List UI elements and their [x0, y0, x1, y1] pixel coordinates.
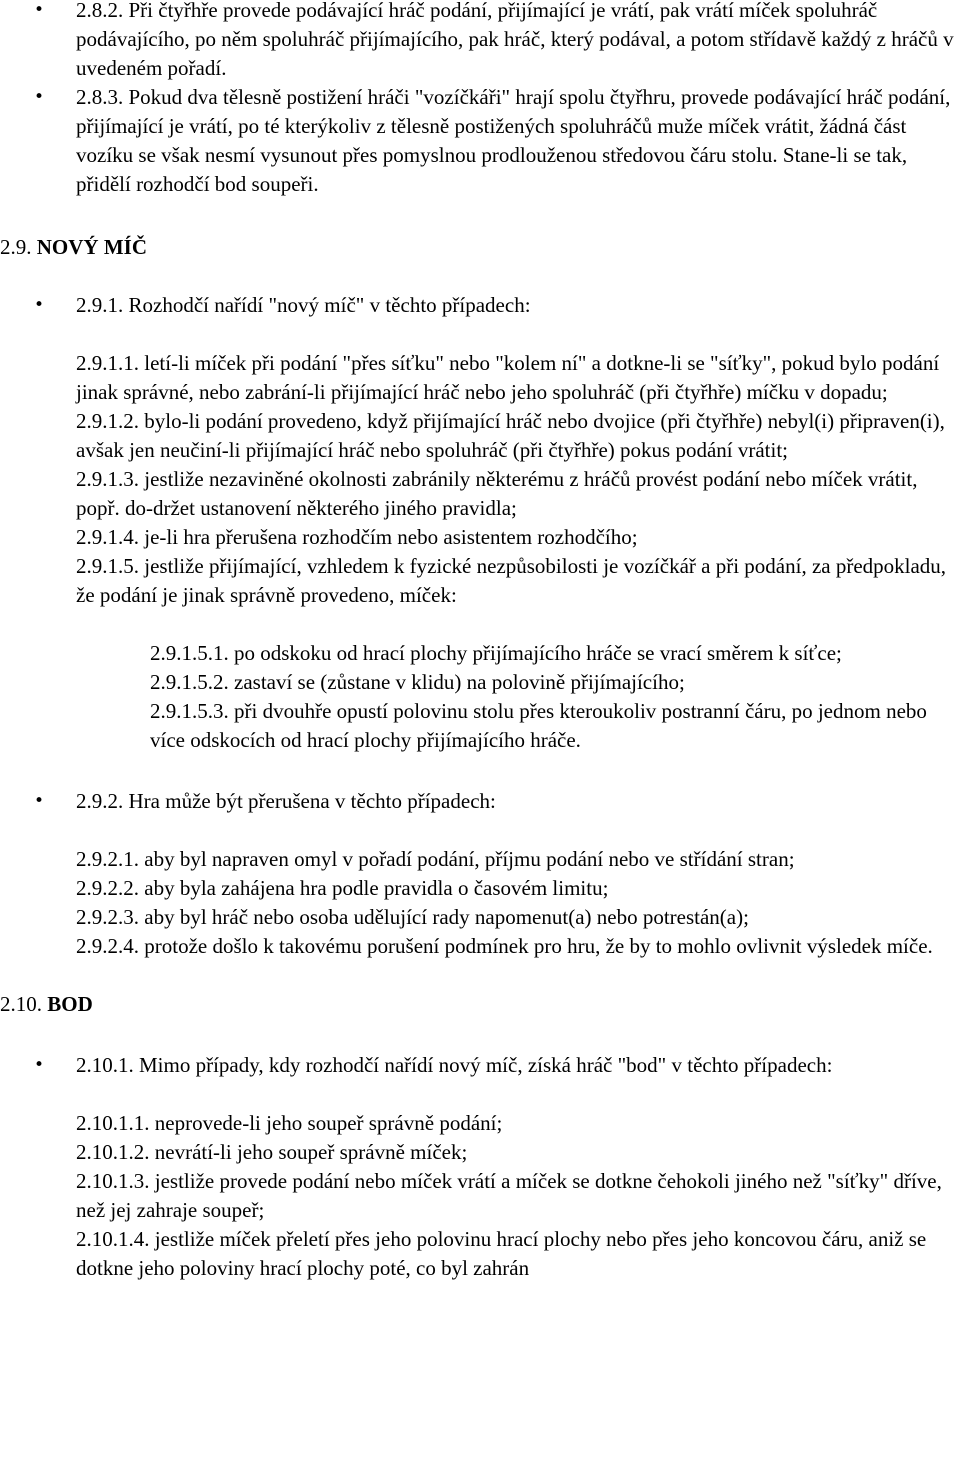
rule-2-9-1-5-2: 2.9.1.5.2. zastaví se (zůstane v klidu) na polovině přijímajícího; [150, 670, 685, 694]
section-title: BOD [47, 992, 93, 1016]
section-heading-2-10 [0, 990, 960, 1019]
section-title: NOVÝ MÍČ [36, 235, 147, 259]
rule-2-9-1-3: 2.9.1.3. jestliže nezaviněné okolnosti zabránily některému z hráčů provést podání nebo míček vrátit, popř. do-držet ustanovení některého jiného pravidla; [76, 467, 918, 520]
rule-2-9-1-5-3: 2.9.1.5.3. při dvouhře opustí polovinu stolu přes kteroukoliv postranní čáru, po jednom nebo více odskocích od hrací plochy přijímajícího hráče. [150, 699, 927, 752]
rule-2-9-1-2: 2.9.1.2. bylo-li podání provedeno, když přijímající hráč nebo dvojice (při čtyřhře) nebyl(i) připraven(i), avšak jen neučiní-li přijímající hráč nebo spoluhráč (při čtyřhře) pokus podání vrátit; [76, 409, 945, 462]
rule-2-9-2-1: 2.9.2.1. aby byl napraven omyl v pořadí podání, příjmu podání nebo ve střídání stran; [76, 847, 795, 871]
rule-2-10-1: • 2.10.1. Mimo případy, kdy rozhodčí nařídí nový míč, získá hráč "bod" v těchto případech: [0, 1051, 960, 1080]
rule-2-9-1-list [0, 349, 960, 610]
rule-2-8-3: • 2.8.3. Pokud dva tělesně postižení hráči "vozíčkáři" hrají spolu čtyřhru, provede podávající hráč podání, přijímající je vrátí, po té kterýkoliv z tělesně postižených spoluhráčů muže míček vrátit, žádná část vozíku se však nesmí vysunout přes pomyslnou prodlouženou středovou čáru stolu. Stane-li se tak, přidělí rozhodčí bod soupeři. [0, 83, 960, 199]
rule-2-9-1-4: 2.9.1.4. je-li hra přerušena rozhodčím nebo asistentem rozhodčího; [76, 525, 638, 549]
rule-2-9-2-3: 2.9.2.3. aby byl hráč nebo osoba udělující rady napomenut(a) nebo potrestán(a); [76, 905, 749, 929]
rule-2-9-2: • 2.9.2. Hra může být přerušena v těchto případech: [0, 787, 960, 816]
rule-2-9-1-5: 2.9.1.5. jestliže přijímající, vzhledem k fyzické nezpůsobilosti je vozíčkář a při podání, za předpokladu, že podání je jinak správně provedeno, míček: [76, 554, 947, 607]
section-number: 2.10. [0, 992, 42, 1016]
rule-2-9-1-1: 2.9.1.1. letí-li míček při podání "přes síťku" nebo "kolem ní" a dotkne-li se "síťky", pokud bylo podání jinak správné, nebo zabrání-li přijímající hráč nebo jeho spoluhráč (při čtyřhře) míčku v dopadu; [76, 351, 940, 404]
rule-2-8-2: • 2.8.2. Při čtyřhře provede podávající hráč podání, přijímající je vrátí, pak vrátí míček spoluhráč podávajícího, po něm spoluhráč přijímajícího, pak hráč, který podával, a potom střídavě každý z hráčů v uvedeném pořadí. [0, 0, 960, 83]
section-number: 2.9. [0, 235, 32, 259]
rule-2-9-2-list [0, 845, 960, 961]
rule-2-10-1-3: 2.10.1.3. jestliže provede podání nebo míček vrátí a míček se dotkne čehokoli jiného než "síťky" dříve, než jej zahraje soupeř; [76, 1169, 942, 1222]
rule-2-9-1-5-list [0, 639, 960, 755]
rule-2-9-1-5-1: 2.9.1.5.1. po odskoku od hrací plochy přijímajícího hráče se vrací směrem k síťce; [150, 641, 842, 665]
section-heading-2-9 [0, 233, 960, 262]
rule-2-9-2-4: 2.9.2.4. protože došlo k takovému porušení podmínek pro hru, že by to mohlo ovlivnit výsledek míče. [76, 934, 933, 958]
rule-2-10-1-1: 2.10.1.1. neprovede-li jeho soupeř správně podání; [76, 1111, 503, 1135]
rule-2-10-1-list [0, 1109, 960, 1283]
rule-2-9-2-2: 2.9.2.2. aby byla zahájena hra podle pravidla o časovém limitu; [76, 876, 609, 900]
rule-2-9-1: • 2.9.1. Rozhodčí nařídí "nový míč" v těchto případech: [0, 291, 960, 320]
rule-2-10-1-4: 2.10.1.4. jestliže míček přeletí přes jeho polovinu hrací plochy nebo přes jeho koncovou čáru, aniž se dotkne jeho poloviny hrací plochy poté, co byl zahrán [76, 1227, 927, 1280]
rule-2-10-1-2: 2.10.1.2. nevrátí-li jeho soupeř správně míček; [76, 1140, 468, 1164]
